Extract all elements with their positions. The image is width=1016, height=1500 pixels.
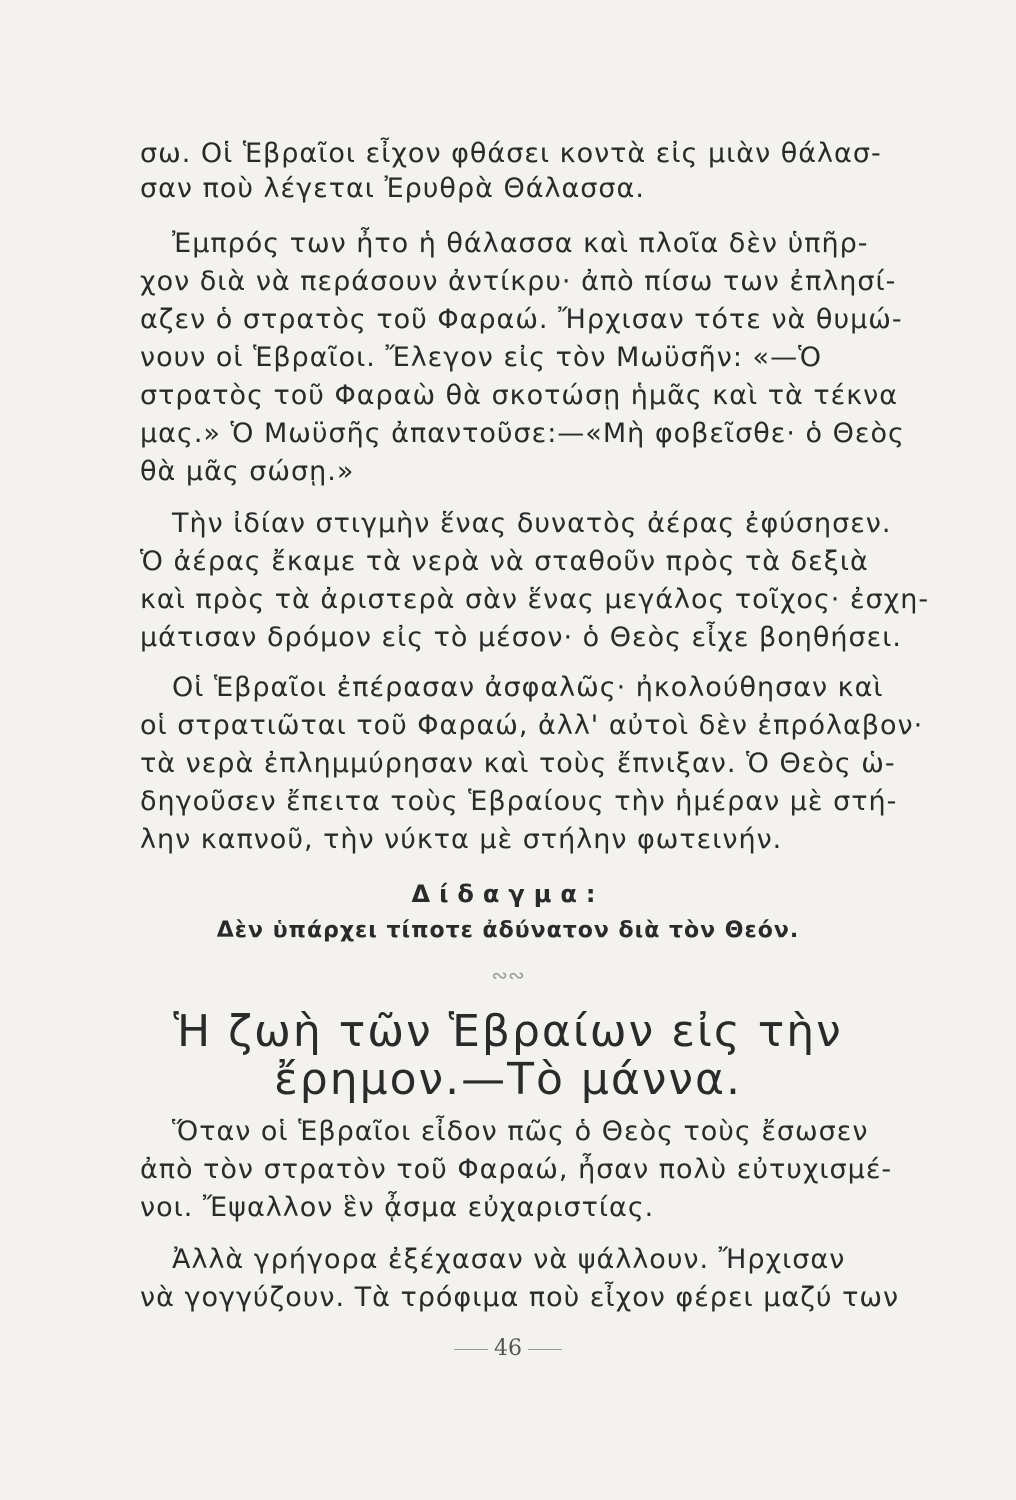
text-line: νουν οἱ Ἑβραῖοι. Ἔλεγον εἰς τὸν Μωϋσῆν: «—Ὁ: [140, 342, 822, 373]
text-line: μάτισαν δρόμον εἰς τὸ μέσον· ὁ Θεὸς εἶχε βοηθήσει.: [140, 622, 902, 653]
text-line: θὰ μᾶς σώσῃ.»: [140, 456, 355, 487]
text-line: Ἀλλὰ γρήγορα ἐξέχασαν νὰ ψάλλουν. Ἤρχισαν: [172, 1244, 846, 1275]
chapter-heading-line-1: Ἡ ζωὴ τῶν Ἑβραίων εἰς τὴν: [173, 1006, 843, 1057]
chapter-heading-line-2: ἔρημον.—Τὸ μάννα.: [273, 1054, 742, 1105]
text-line: νὰ γογγύζουν. Τὰ τρόφιμα ποὺ εἶχον φέρει μαζύ των: [140, 1282, 900, 1313]
lesson-text: Δὲν ὑπάρχει τίποτε ἀδύνατον διὰ τὸν Θεόν.: [216, 918, 800, 943]
page-number-dash-left: [454, 1349, 488, 1350]
text-line: Ὁ ἀέρας ἔκαμε τὰ νερὰ νὰ σταθοῦν πρὸς τὰ δεξιὰ: [140, 546, 869, 577]
text-line: δηγοῦσεν ἔπειτα τοὺς Ἑβραίους τὴν ἡμέραν μὲ στή-: [140, 786, 898, 817]
page-number-value: 46: [494, 1336, 522, 1361]
ornament-divider: ∾∾: [491, 963, 525, 987]
text-line: τὰ νερὰ ἐπλημμύρησαν καὶ τοὺς ἔπνιξαν. Ὁ Θεὸς ὡ-: [140, 748, 896, 779]
text-line: καὶ πρὸς τὰ ἀριστερὰ σὰν ἕνας μεγάλος τοῖχος· ἐσχη-: [140, 584, 930, 615]
text-line: Ἐμπρός των ἦτο ἡ θάλασσα καὶ πλοῖα δὲν ὑπῆρ-: [172, 228, 869, 259]
text-line: Ὅταν οἱ Ἑβραῖοι εἶδον πῶς ὁ Θεὸς τοὺς ἔσωσεν: [172, 1116, 869, 1147]
text-line: χον διὰ νὰ περάσουν ἀντίκρυ· ἀπὸ πίσω των ἐπλησί-: [140, 266, 897, 297]
text-line: Οἱ Ἑβραῖοι ἐπέρασαν ἀσφαλῶς· ἠκολούθησαν καὶ: [172, 672, 884, 703]
text-line: μας.» Ὁ Μωϋσῆς ἀπαντοῦσε:—«Μὴ φοβεῖσθε· ὁ Θεὸς: [140, 418, 905, 449]
text-line: στρατὸς τοῦ Φαραὼ θὰ σκοτώσῃ ἡμᾶς καὶ τὰ τέκνα: [140, 380, 899, 411]
page-number-dash-right: [528, 1349, 562, 1350]
text-line: ἀπὸ τὸν στρατὸν τοῦ Φαραώ, ἦσαν πολὺ εὐτυχισμέ-: [140, 1154, 893, 1185]
text-line: Τὴν ἰδίαν στιγμὴν ἕνας δυνατὸς ἀέρας ἐφύσησεν.: [172, 508, 892, 539]
text-line: σω. Οἱ Ἑβραῖοι εἶχον φθάσει κοντὰ εἰς μιὰν θάλασ-: [140, 138, 882, 169]
text-line: αζεν ὁ στρατὸς τοῦ Φαραώ. Ἤρχισαν τότε νὰ θυμώ-: [140, 304, 903, 335]
text-line: νοι. Ἔψαλλον ἓν ᾆσμα εὐχαριστίας.: [140, 1192, 655, 1223]
page-number: [0, 1336, 1016, 1361]
text-line: σαν ποὺ λέγεται Ἐρυθρὰ Θάλασσα.: [140, 173, 645, 204]
text-line: οἱ στρατιῶται τοῦ Φαραώ, ἀλλ' αὐτοὶ δὲν ἐπρόλαβον·: [140, 710, 924, 741]
text-line: λην καπνοῦ, τὴν νύκτα μὲ στήλην φωτεινήν.: [140, 824, 783, 855]
lesson-title: Δίδαγμα:: [411, 880, 605, 908]
